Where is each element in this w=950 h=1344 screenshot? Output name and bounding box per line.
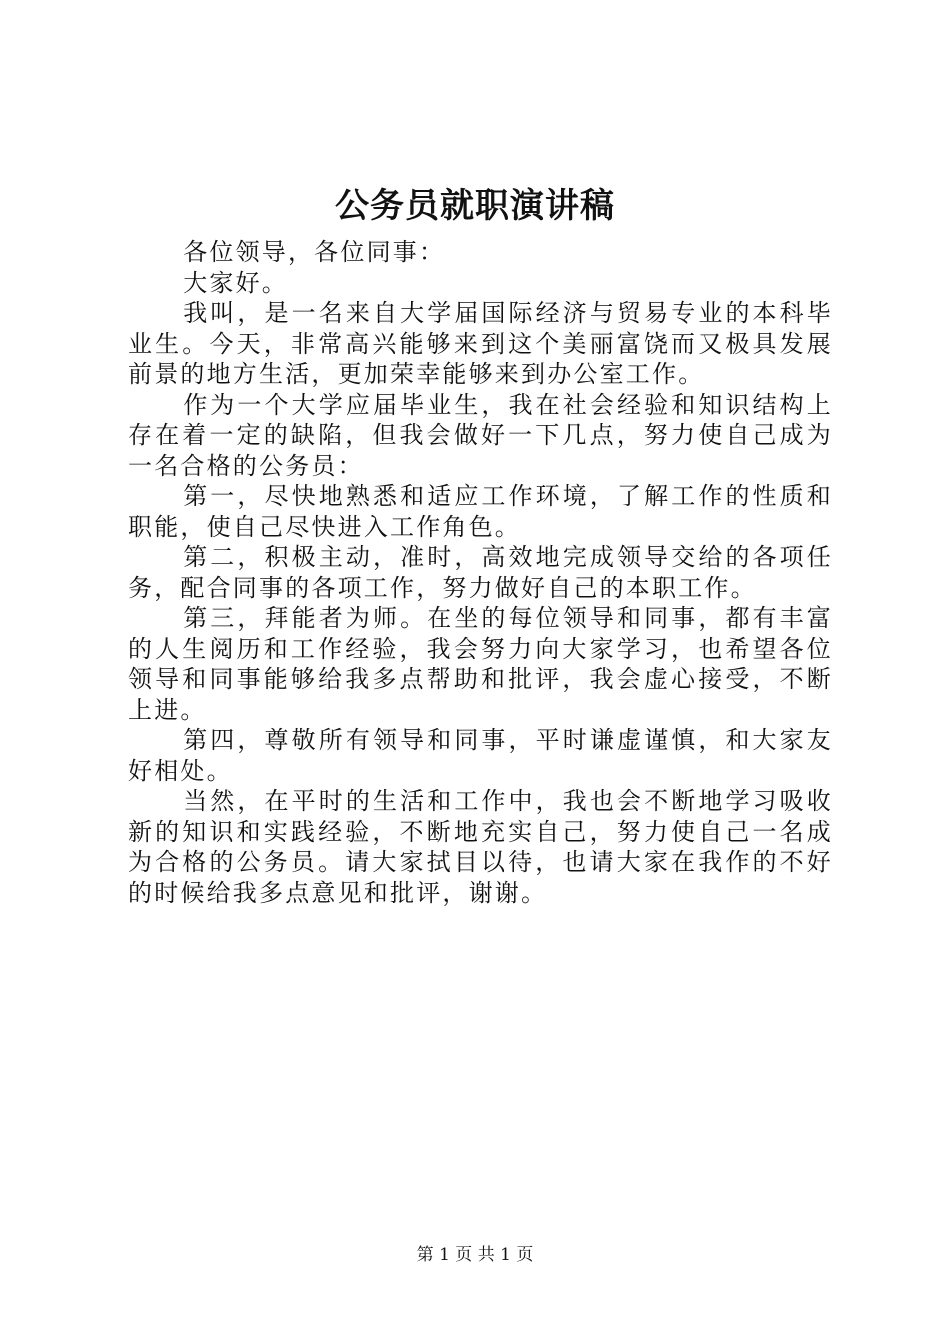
page-footer: 第 1 页 共 1 页 xyxy=(416,1245,534,1265)
paragraph-closing: 当然，在平时的生活和工作中，我也会不断地学习吸收新的知识和实践经验，不断地充实自己，努力使自己一名成为合格的公务员。请大家拭目以待，也请大家在我作的不好的时候给我多点意见和批评，谢谢。 xyxy=(128,787,833,907)
paragraph-point-four: 第四，尊敬所有领导和同事，平时谦虚谨慎，和大家友好相处。 xyxy=(128,726,833,785)
document-body xyxy=(128,237,833,908)
paragraph-salutation: 各位领导，各位同事： xyxy=(183,238,446,266)
paragraph-commitment: 作为一个大学应届毕业生，我在社会经验和知识结构上存在着一定的缺陷，但我会做好一下几点，努力使自己成为一名合格的公务员： xyxy=(128,390,833,480)
paragraph-point-three: 第三，拜能者为师。在坐的每位领导和同事，都有丰富的人生阅历和工作经验，我会努力向大家学习，也希望各位领导和同事能够给我多点帮助和批评，我会虚心接受，不断上进。 xyxy=(128,604,833,724)
page-title: 公务员就职演讲稿 xyxy=(335,186,615,226)
paragraph-introduction: 我叫，是一名来自大学届国际经济与贸易专业的本科毕业生。今天，非常高兴能够来到这个美丽富饶而又极具发展前景的地方生活，更加荣幸能够来到办公室工作。 xyxy=(128,299,833,388)
paragraph-point-two: 第二，积极主动，准时，高效地完成领导交给的各项任务，配合同事的各项工作，努力做好自己的本职工作。 xyxy=(128,543,833,602)
paragraph-point-one: 第一，尽快地熟悉和适应工作环境，了解工作的性质和职能，使自己尽快进入工作角色。 xyxy=(128,482,833,541)
paragraph-greeting: 大家好。 xyxy=(183,268,288,297)
